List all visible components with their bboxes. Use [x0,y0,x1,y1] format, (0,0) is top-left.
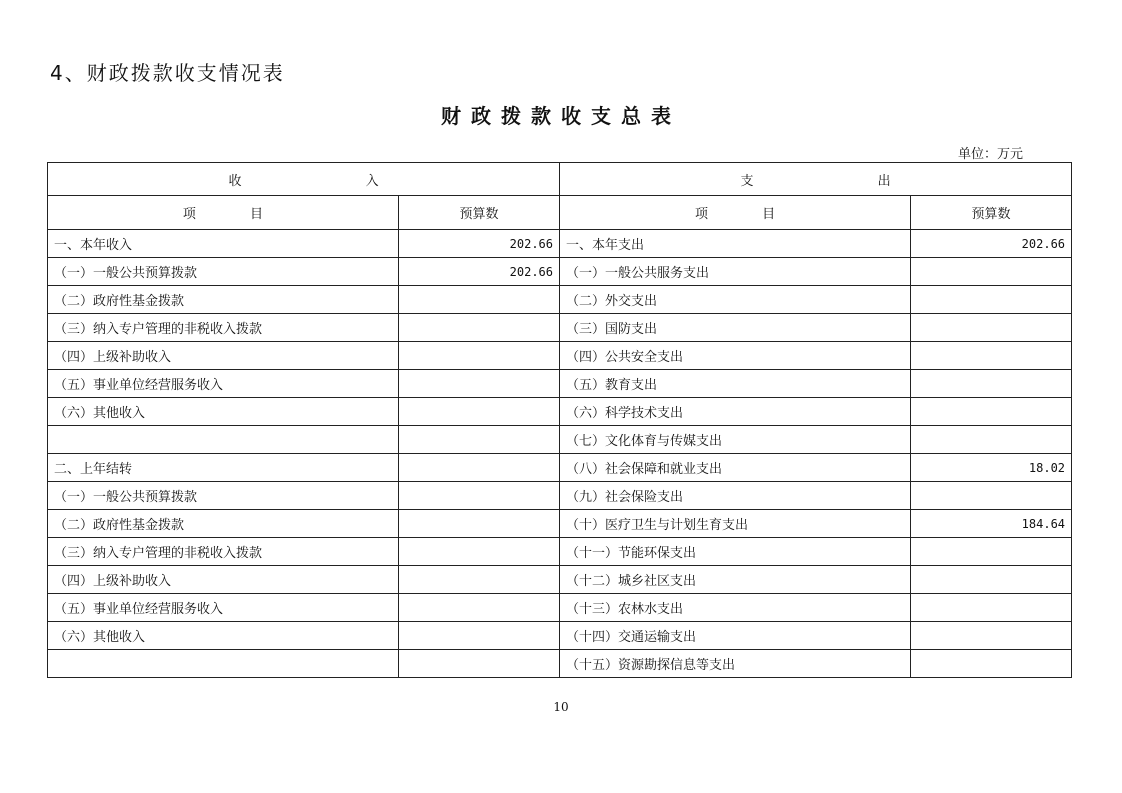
table-row [48,622,1072,650]
expense-value-cell [911,258,1072,286]
income-value-cell: 202.66 [399,230,560,258]
expense-value-cell: 184.64 [911,510,1072,538]
expense-item-cell: （四）公共安全支出 [560,342,911,370]
expense-item-header: 项 目 [560,196,911,230]
expense-value-cell [911,286,1072,314]
income-item-cell: （二）政府性基金拨款 [48,286,399,314]
table-row [48,258,1072,286]
income-item-cell: （一）一般公共预算拨款 [48,482,399,510]
expense-item-cell: （七）文化体育与传媒支出 [560,426,911,454]
income-value-cell [399,454,560,482]
table-row [48,370,1072,398]
income-item-cell: （五）事业单位经营服务收入 [48,370,399,398]
table-row [48,482,1072,510]
expense-value-cell [911,566,1072,594]
table-row [48,230,1072,258]
table-row [48,398,1072,426]
expense-item-cell: （十四）交通运输支出 [560,622,911,650]
income-value-cell [399,286,560,314]
expense-item-cell: （二）外交支出 [560,286,911,314]
expense-item-cell: （五）教育支出 [560,370,911,398]
table-row [48,650,1072,678]
expense-budget-header: 预算数 [911,196,1072,230]
table-row [48,426,1072,454]
table-row [48,594,1072,622]
income-item-cell: （一）一般公共预算拨款 [48,258,399,286]
expense-value-cell [911,426,1072,454]
income-value-cell [399,314,560,342]
income-item-cell: （三）纳入专户管理的非税收入拨款 [48,314,399,342]
table-row [48,342,1072,370]
income-item-cell [48,426,399,454]
expense-value-cell [911,342,1072,370]
expense-item-cell: （九）社会保险支出 [560,482,911,510]
expense-header: 支 出 [560,163,1072,196]
table-row [48,510,1072,538]
income-value-cell [399,398,560,426]
expense-value-cell [911,622,1072,650]
income-value-cell [399,650,560,678]
income-item-header: 项 目 [48,196,399,230]
table-row [48,538,1072,566]
expense-value-cell [911,538,1072,566]
expense-item-cell: （六）科学技术支出 [560,398,911,426]
income-item-cell: （四）上级补助收入 [48,566,399,594]
income-value-cell [399,566,560,594]
income-item-cell: （六）其他收入 [48,398,399,426]
expense-value-cell: 202.66 [911,230,1072,258]
income-value-cell [399,370,560,398]
expense-item-cell: （十五）资源勘探信息等支出 [560,650,911,678]
unit-note: 单位：万元 [957,147,1023,162]
income-budget-header: 预算数 [399,196,560,230]
income-item-cell: （三）纳入专户管理的非税收入拨款 [48,538,399,566]
table-row [48,566,1072,594]
expense-value-cell [911,370,1072,398]
expense-item-cell: （十）医疗卫生与计划生育支出 [560,510,911,538]
table-title: 财政拨款收支总表 [441,104,681,128]
expense-item-cell: （八）社会保障和就业支出 [560,454,911,482]
expense-item-cell: （一）一般公共服务支出 [560,258,911,286]
income-item-cell: 二、上年结转 [48,454,399,482]
income-value-cell: 202.66 [399,258,560,286]
income-value-cell [399,622,560,650]
income-value-cell [399,426,560,454]
section-heading: 4、财政拨款收支情况表 [50,61,285,85]
expense-value-cell [911,314,1072,342]
table-row [48,286,1072,314]
budget-table [47,162,1072,678]
expense-item-cell: 一、本年支出 [560,230,911,258]
income-value-cell [399,482,560,510]
income-item-cell: （四）上级补助收入 [48,342,399,370]
expense-value-cell [911,650,1072,678]
expense-value-cell [911,482,1072,510]
table-row [48,454,1072,482]
header-row-sections [48,163,1072,196]
expense-item-cell: （十三）农林水支出 [560,594,911,622]
expense-value-cell [911,398,1072,426]
income-header: 收 入 [48,163,560,196]
expense-value-cell: 18.02 [911,454,1072,482]
income-item-cell: （五）事业单位经营服务收入 [48,594,399,622]
header-row-columns [48,196,1072,230]
income-value-cell [399,538,560,566]
table-row [48,314,1072,342]
income-item-cell [48,650,399,678]
expense-item-cell: （十一）节能环保支出 [560,538,911,566]
income-value-cell [399,594,560,622]
page-number: 10 [553,700,569,714]
income-value-cell [399,510,560,538]
income-item-cell: 一、本年收入 [48,230,399,258]
expense-item-cell: （三）国防支出 [560,314,911,342]
expense-value-cell [911,594,1072,622]
income-item-cell: （六）其他收入 [48,622,399,650]
income-value-cell [399,342,560,370]
expense-item-cell: （十二）城乡社区支出 [560,566,911,594]
income-item-cell: （二）政府性基金拨款 [48,510,399,538]
